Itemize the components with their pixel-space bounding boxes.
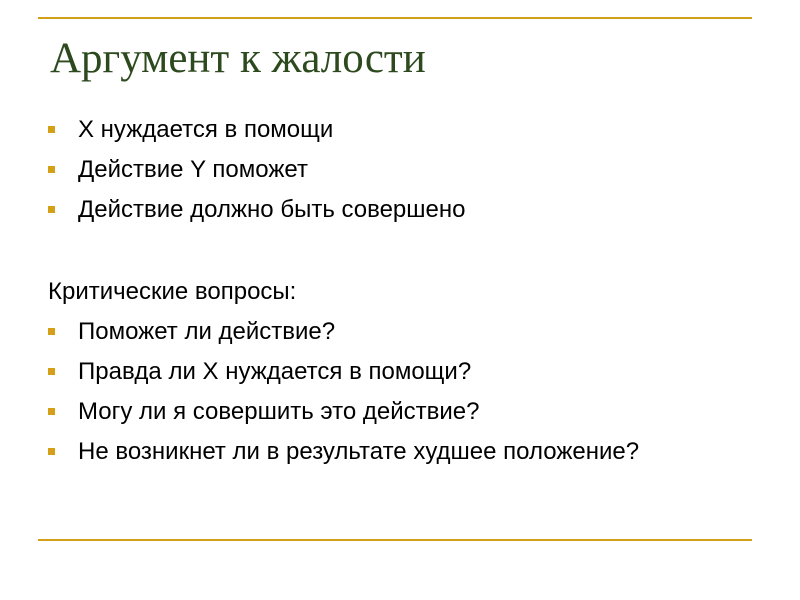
list-item-text: Действие Y поможет — [78, 156, 308, 183]
square-bullet-icon — [48, 368, 55, 375]
square-bullet-icon — [48, 206, 55, 213]
list-item — [48, 190, 728, 230]
square-bullet-icon — [48, 328, 55, 335]
spacer — [48, 230, 728, 272]
premises-list — [48, 110, 728, 230]
list-item-text: Действие должно быть совершено — [78, 196, 466, 223]
list-item-text: Могу ли я совершить это действие? — [78, 398, 480, 425]
square-bullet-icon — [48, 448, 55, 455]
list-item — [48, 392, 728, 432]
square-bullet-icon — [48, 126, 55, 133]
square-bullet-icon — [48, 408, 55, 415]
list-item-text: Правда ли X нуждается в помощи? — [78, 358, 472, 385]
critical-questions-heading: Критические вопросы: — [48, 278, 297, 305]
top-divider-line — [38, 17, 752, 19]
list-item-text: X нуждается в помощи — [78, 116, 334, 143]
list-item — [48, 110, 728, 150]
list-item — [48, 150, 728, 190]
questions-list — [48, 312, 728, 472]
list-item-text: Поможет ли действие? — [78, 318, 336, 345]
list-item-text: Не возникнет ли в результате худшее положение? — [78, 438, 640, 465]
bottom-divider-line — [38, 539, 752, 541]
list-item — [48, 432, 728, 472]
square-bullet-icon — [48, 166, 55, 173]
list-item — [48, 352, 728, 392]
slide-title: Аргумент к жалости — [50, 35, 426, 82]
slide-body — [48, 110, 728, 472]
list-item — [48, 312, 728, 352]
